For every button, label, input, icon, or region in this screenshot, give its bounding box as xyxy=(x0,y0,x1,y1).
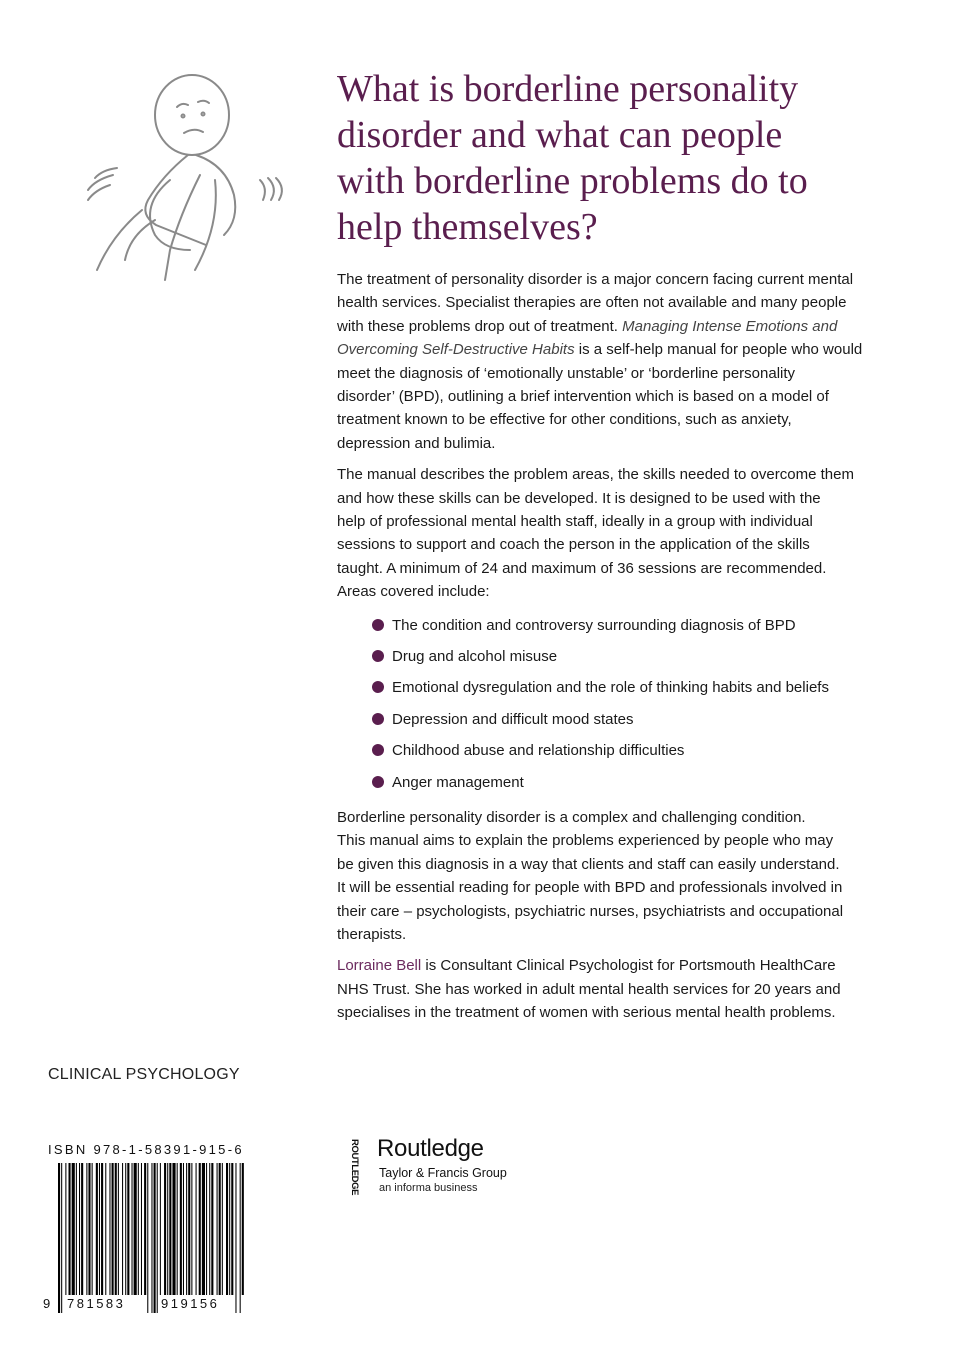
barcode-bar xyxy=(183,1163,184,1295)
text-line xyxy=(337,954,902,977)
publisher-group: Taylor & Francis Group xyxy=(379,1166,507,1180)
barcode-digit-first: 9 xyxy=(43,1296,51,1311)
headline-line: with borderline problems do to xyxy=(337,160,808,202)
barcode-bar xyxy=(69,1163,71,1295)
barcode-bar xyxy=(132,1163,133,1295)
list-item: Anger management xyxy=(337,769,902,800)
paragraph-manual xyxy=(337,463,902,603)
headline-line: help themselves? xyxy=(337,206,598,248)
barcode-bar xyxy=(240,1163,241,1313)
publisher-logo xyxy=(338,1135,528,1198)
text-line: taught. A minimum of 24 and maximum of 36 sessions are recommended. xyxy=(337,559,827,577)
list-item: Childhood abuse and relationship difficulties xyxy=(337,737,902,768)
barcode-bar xyxy=(127,1163,129,1295)
areas-covered-list xyxy=(337,612,902,800)
barcode-bar xyxy=(226,1163,228,1295)
barcode xyxy=(58,1163,242,1313)
publisher-tagline: an informa business xyxy=(379,1182,478,1194)
barcode-bar xyxy=(72,1163,75,1295)
barcode-bar xyxy=(209,1163,210,1295)
barcode-bar xyxy=(199,1163,201,1295)
text-line xyxy=(337,315,902,338)
barcode-digits xyxy=(42,1296,252,1316)
barcode-bar xyxy=(154,1163,156,1313)
blurb-body xyxy=(337,268,902,1033)
text-line: treatment known to be effective for other conditions, such as anxiety, xyxy=(337,411,792,429)
barcode-bar xyxy=(61,1163,62,1313)
barcode-bar xyxy=(186,1163,187,1295)
isbn-label: ISBN 978-1-58391-915-6 xyxy=(48,1142,244,1157)
barcode-bar xyxy=(180,1163,182,1295)
text-line: specialises in the treatment of women with serious mental health problems. xyxy=(337,1004,836,1022)
barcode-bar xyxy=(112,1163,114,1295)
barcode-bar xyxy=(160,1163,161,1295)
barcode-digit-group2: 919156 xyxy=(161,1296,220,1311)
text-line: be given this diagnosis in a way that clients and staff can easily understand. xyxy=(337,855,840,873)
barcode-bar xyxy=(219,1163,221,1295)
headline xyxy=(337,66,897,250)
bullet-dot-icon xyxy=(372,776,384,788)
barcode-bar xyxy=(206,1163,207,1295)
list-item: Emotional dysregulation and the role of thinking habits and beliefs xyxy=(337,674,902,705)
barcode-bar xyxy=(65,1163,66,1295)
bullet-dot-icon xyxy=(372,650,384,662)
book-title-part2: Overcoming Self-Destructive Habits xyxy=(337,341,575,359)
barcode-bar xyxy=(86,1163,87,1295)
barcode-bar xyxy=(118,1163,119,1295)
author-bio xyxy=(337,954,902,1024)
text-line: health services. Specialist therapies are often not available and many people xyxy=(337,294,847,312)
headline-line: What is borderline personality xyxy=(337,68,799,110)
barcode-bar xyxy=(122,1163,123,1295)
bullet-dot-icon xyxy=(372,744,384,756)
barcode-bar xyxy=(202,1163,205,1295)
barcode-bar xyxy=(177,1163,178,1295)
barcode-bar xyxy=(167,1163,168,1295)
text-line: It will be essential reading for people with BPD and professionals involved in xyxy=(337,879,843,897)
text-segment: is a self-help manual for people who would xyxy=(574,341,863,359)
barcode-bar xyxy=(115,1163,117,1295)
paragraph-treatment xyxy=(337,268,902,455)
author-name: Lorraine Bell xyxy=(337,957,422,975)
barcode-bar xyxy=(217,1163,218,1295)
text-line: and how these skills can be developed. It is designed to be used with the xyxy=(337,489,821,507)
text-line: their care – psychologists, psychiatric nurses, psychiatrists and occupational xyxy=(337,902,844,920)
text-line: Areas covered include: xyxy=(337,583,490,601)
barcode-digit-group1: 781583 xyxy=(67,1296,126,1311)
subject-category: CLINICAL PSYCHOLOGY xyxy=(48,1066,240,1083)
barcode-bar xyxy=(157,1163,158,1313)
text-segment: is Consultant Clinical Psychologist for Portsmouth HealthCare xyxy=(421,957,836,975)
barcode-bar xyxy=(96,1163,98,1295)
publisher-name: Routledge xyxy=(377,1135,484,1162)
text-line: This manual aims to explain the problems experienced by people who may xyxy=(337,832,834,850)
text-line: NHS Trust. She has worked in adult mental health services for 20 years and xyxy=(337,980,841,998)
barcode-bar xyxy=(76,1163,77,1295)
barcode-bar xyxy=(58,1163,60,1313)
text-line: Borderline personality disorder is a complex and challenging condition. xyxy=(337,809,806,827)
barcode-bar xyxy=(141,1163,142,1295)
barcode-bar xyxy=(169,1163,171,1295)
text-segment: with these problems drop out of treatment. xyxy=(337,317,623,335)
text-line: meet the diagnosis of ‘emotionally unstable’ or ‘borderline personality xyxy=(337,364,796,382)
barcode-bar xyxy=(235,1163,236,1313)
text-line: The treatment of personality disorder is a major concern facing current mental xyxy=(337,271,854,288)
barcode-bar xyxy=(81,1163,83,1295)
bullet-dot-icon xyxy=(372,713,384,725)
barcode-bar xyxy=(211,1163,213,1295)
barcode-bar xyxy=(231,1163,233,1295)
barcode-bar xyxy=(151,1163,152,1313)
barcode-bar xyxy=(125,1163,126,1295)
barcode-bar xyxy=(164,1163,166,1295)
book-title-part1: Managing Intense Emotions and xyxy=(622,317,838,335)
barcode-bar xyxy=(144,1163,146,1295)
text-line xyxy=(337,338,902,361)
barcode-bar xyxy=(196,1163,197,1295)
barcode-bar xyxy=(92,1163,93,1295)
text-line: disorder’ (BPD), outlining a brief intervention which is based on a model of xyxy=(337,388,829,406)
headline-line: disorder and what can people xyxy=(337,114,783,156)
barcode-bar xyxy=(105,1163,106,1295)
barcode-bar xyxy=(101,1163,103,1295)
barcode-bar xyxy=(109,1163,110,1295)
text-line: sessions to support and coach the person in the application of the skills xyxy=(337,536,810,554)
routledge-r-mark-icon xyxy=(338,1138,360,1196)
text-line: therapists. xyxy=(337,926,407,944)
text-line: The manual describes the problem areas, the skills needed to overcome them xyxy=(337,466,854,484)
barcode-bar xyxy=(147,1163,148,1313)
barcode-bar xyxy=(188,1163,190,1295)
barcode-bar xyxy=(138,1163,139,1295)
barcode-bar xyxy=(242,1163,244,1295)
text-line: help of professional mental health staff, ideally in a group with individual xyxy=(337,513,813,531)
list-item: The condition and controversy surrounding diagnosis of BPD xyxy=(337,612,902,643)
barcode-bar xyxy=(222,1163,223,1295)
barcode-bar xyxy=(191,1163,192,1295)
barcode-bar xyxy=(99,1163,100,1295)
paragraph-condition xyxy=(337,806,902,946)
list-item: Depression and difficult mood states xyxy=(337,706,902,737)
text-line: depression and bulimia. xyxy=(337,434,496,452)
barcode-bar xyxy=(88,1163,90,1295)
barcode-bar xyxy=(134,1163,137,1295)
barcode-bar xyxy=(79,1163,80,1295)
barcode-bar xyxy=(172,1163,175,1295)
worried-figure-illustration xyxy=(80,60,300,280)
list-item: Drug and alcohol misuse xyxy=(337,643,902,674)
bullet-dot-icon xyxy=(372,619,384,631)
svg-text:ROUTLEDGE: ROUTLEDGE xyxy=(349,1139,360,1196)
barcode-bar xyxy=(229,1163,230,1295)
bullet-dot-icon xyxy=(372,681,384,693)
